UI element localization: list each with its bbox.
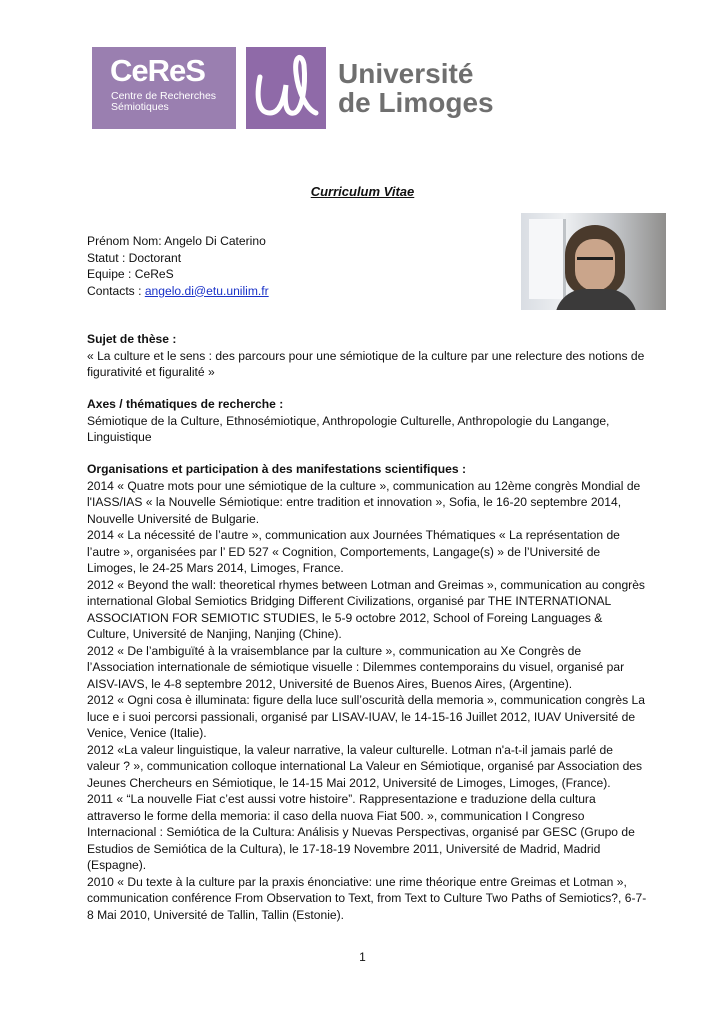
page-number: 1 bbox=[359, 950, 366, 964]
event-entry: 2012 «La valeur linguistique, la valeur narrative, la valeur culturelle. Lotman n'a-t-il jamais parlé de valeur ? », communication colloque international La Valeur en Sémiotique, organisé par Association des Jeunes Chercheurs en Sémiotique, le 14-15 Mai 2012, Université de Limoges, Limoges, (France). bbox=[87, 742, 643, 790]
events-section bbox=[87, 461, 647, 923]
thesis-text: « La culture et le sens : des parcours pour une sémiotique de la culture par une relecture des notions de figurativité et figuralité » bbox=[87, 348, 645, 379]
axes-heading: Axes / thématiques de recherche : bbox=[87, 397, 284, 411]
identity-block bbox=[87, 233, 647, 299]
event-entry: 2012 « Ogni cosa è illuminata: figure della luce sull’oscurità della memoria », communication congrès La luce e i suoi percorsi passionali, organisé par LISAV-IUAV, le 14-15-16 Juillet 2012, IUAV Université de Venice, Venice (Italie). bbox=[87, 693, 645, 740]
email-link[interactable]: angelo.di@etu.unilim.fr bbox=[144, 283, 269, 298]
ul-monogram-icon bbox=[246, 47, 326, 129]
event-entry: 2011 « “La nouvelle Fiat c’est aussi votre histoire”. Rappresentazione e traduzione della cultura attraverso le forme della memoria: il caso della nuova Fiat 500. », communication I Congreso Internacional : Semiótica de la Cultura: Análisis y Nuevas Perspectivas, organisé par GESC (Grupo de Estudios de Semiótica de la Cultura), le 17-18-19 Novembre 2011, Université de Madrid, Madrid (Espagne). bbox=[87, 792, 635, 872]
ceres-logo-line2: Sémiotiques bbox=[111, 101, 169, 113]
event-entry: 2012 « De l’ambiguïté à la vraisemblance par la culture », communication au Xe Congrès de l’Association internationale de sémiotique visuelle : Dilemmes contemporains du visuel, organisé par AISV-IAVS, le 4-8 septembre 2012, Université de Buenos Aires, Buenos Aires, (Argentine). bbox=[87, 643, 625, 691]
axes-section bbox=[87, 396, 647, 446]
event-entry: 2014 « Quatre mots pour une sémiotique de la culture », communication au 12ème congrès Mondial de l'IASS/IAS « la Nouvelle Sémiotique: entre tradition et innovation », Sofia, le 16-20 septembre 2014, Nouvelle Université de Bulgarie. bbox=[87, 478, 641, 526]
ceres-logo bbox=[92, 47, 236, 129]
team-line: Equipe : CeReS bbox=[87, 267, 174, 281]
university-name-logo bbox=[338, 59, 494, 117]
axes-text: Sémiotique de la Culture, Ethnosémiotique, Anthropologie Culturelle, Anthropologie du Langange, Linguistique bbox=[87, 413, 610, 444]
ceres-logo-text: CeReS bbox=[110, 53, 205, 88]
document-title: Curriculum Vitae bbox=[310, 184, 415, 199]
event-entry: 2014 « La nécessité de l’autre », communication aux Journées Thématiques « La représentation de l’autre », organisées par l’ ED 527 « Cognition, Comportements, Langage(s) » de l’Université de Limoges, le 24-25 Mars 2014, Limoges, France. bbox=[87, 528, 620, 575]
ceres-logo-line1: Centre de Recherches bbox=[111, 90, 217, 102]
thesis-heading: Sujet de thèse : bbox=[87, 332, 177, 346]
name-line: Prénom Nom: Angelo Di Caterino bbox=[87, 234, 266, 248]
event-entry: 2010 « Du texte à la culture par la praxis énonciative: une rime théorique entre Greimas et Lotman », communication conférence From Observation to Text, from Text to Culture Two Paths of Semiotics?, 6-7-8 Mai 2010, Université de Tallin, Tallin (Estonie). bbox=[87, 874, 647, 922]
status-line: Statut : Doctorant bbox=[87, 250, 182, 265]
thesis-section bbox=[87, 331, 647, 381]
contacts-label: Contacts : bbox=[87, 283, 145, 298]
university-name-line1: Université bbox=[338, 58, 474, 89]
university-name-line2: de Limoges bbox=[338, 87, 494, 118]
contacts-line bbox=[87, 283, 647, 300]
event-entry: 2012 « Beyond the wall: theoretical rhymes between Lotman and Greimas », communication au congrès international Global Semiotics Bridging Different Civilizations, organisé par THE INTERNATIONAL ASSOCIATION FOR SEMIOTIC STUDIES, le 5-9 octobre 2012, School of Foreing Languages & Culture, Université de Nanjing, Nanjing (Chine). bbox=[87, 577, 645, 641]
university-monogram-logo bbox=[246, 47, 326, 129]
events-heading: Organisations et participation à des manifestations scientifiques : bbox=[87, 462, 467, 476]
